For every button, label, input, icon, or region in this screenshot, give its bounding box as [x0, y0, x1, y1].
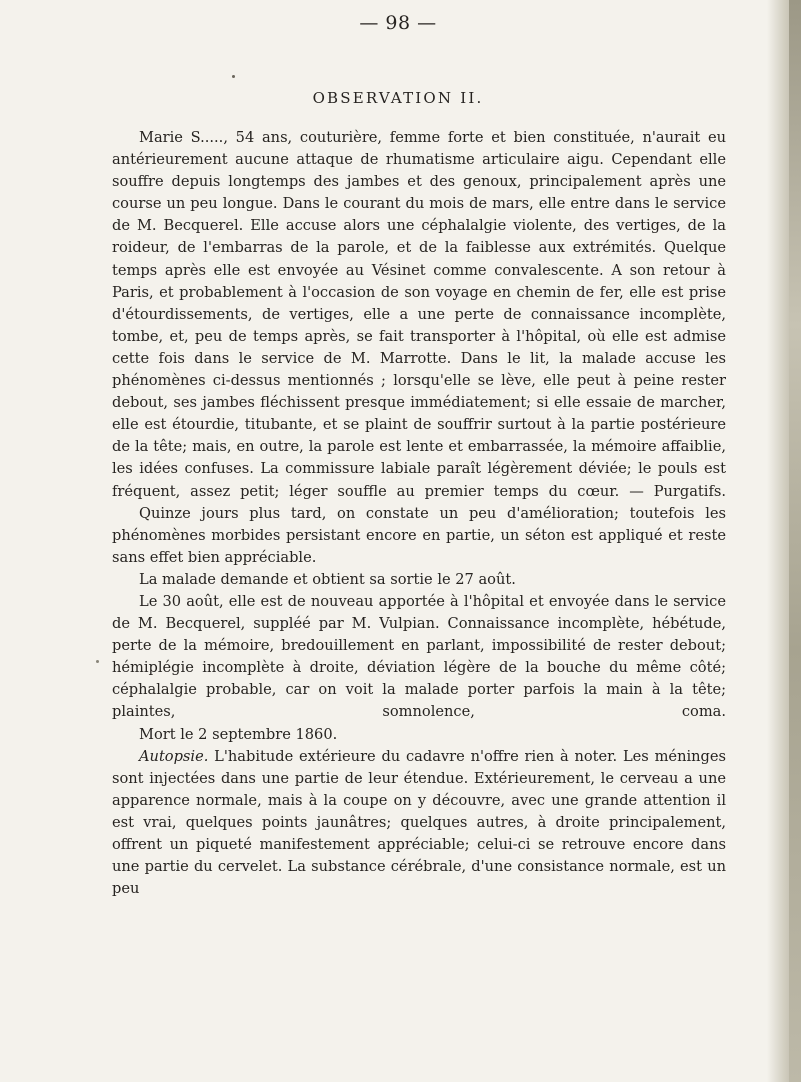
ink-speck — [232, 75, 235, 78]
paragraph-5: Mort le 2 septembre 1860. — [139, 725, 338, 743]
ink-speck — [96, 660, 99, 663]
autopsie-label: Autopsie. — [139, 747, 209, 765]
page-number: — 98 — — [359, 12, 437, 34]
paragraph-3: La malade demande et obtient sa sortie le 27 août. — [139, 570, 516, 588]
paragraph-2: Quinze jours plus tard, on constate un peu d'amélioration; toutefois les phénomènes morbides persistant encore en partie, un séton est appliqué et reste sans effet bien appréciable. — [112, 504, 726, 566]
body-text — [112, 127, 726, 900]
observation-heading: OBSERVATION II. — [312, 89, 484, 107]
binding-edge — [789, 0, 801, 1082]
paragraph-4: Le 30 août, elle est de nouveau apportée à l'hôpital et envoyée dans le service de M. Becquerel, suppléé par M. Vulpian. Connaissance incomplète, hébétude, perte de la mémoire, bredouillement en parlant, impossibilité de rester debout; hémiplégie incomplète à droite, déviation légère de la bouche du même côté; céphalalgie probable, car on voit la malade porter parfois la main à la tête; plaintes, somnolence, coma. — [112, 592, 726, 721]
paragraph-1: Marie S....., 54 ans, couturière, femme forte et bien constituée, n'aurait eu antérieurement aucune attaque de rhumatisme articulaire aigu. Cependant elle souffre depuis longtemps des jambes et des genoux, principalement après une course un peu longue. Dans le courant du mois de mars, elle entre dans le service de M. Becquerel. Elle accuse alors une céphalalgie violente, des vertiges, de la roideur, de l'embarras de la parole, et de la faiblesse aux extrémités. Quelque temps après elle est envoyée au Vésinet comme convalescente. A son retour à Paris, et probablement à l'occasion de son voyage en chemin de fer, elle est prise d'étourdissements, de vertiges, elle a une perte de connaissance incomplète, tombe, et, peu de temps après, se fait transporter à l'hôpital, où elle est admise cette fois dans le service de M. Marrotte. Dans le lit, la malade accuse les phénomènes ci-dessus mentionnés ; lorsqu'elle se lève, elle peut à peine rester debout, ses jambes fléchissent presque immédiatement; si elle essaie de marcher, elle est étourdie, titubante, et se plaint de souffrir surtout à la partie postérieure de la tête; mais, en outre, la parole est lente et embarrassée, la mémoire affaiblie, les idées confuses. La commissure labiale paraît légèrement déviée; le pouls est fréquent, assez petit; léger souffle au premier temps du cœur. — Purgatifs. — [112, 129, 726, 500]
autopsie-text: L'habitude extérieure du cadavre n'offre rien à noter. Les méninges sont injectées dans une partie de leur étendue. Extérieurement, le cerveau a une apparence normale, mais à la coupe on y découvre, avec une grande attention il est vrai, quelques points jaunâtres; quelques autres, à droite principalement, offrent un piqueté manifestement appréciable; celui-ci se retrouve encore dans une partie du cervelet. La substance cérébrale, d'une consistance normale, est un peu — [112, 747, 726, 898]
paragraph-6 — [112, 746, 726, 901]
